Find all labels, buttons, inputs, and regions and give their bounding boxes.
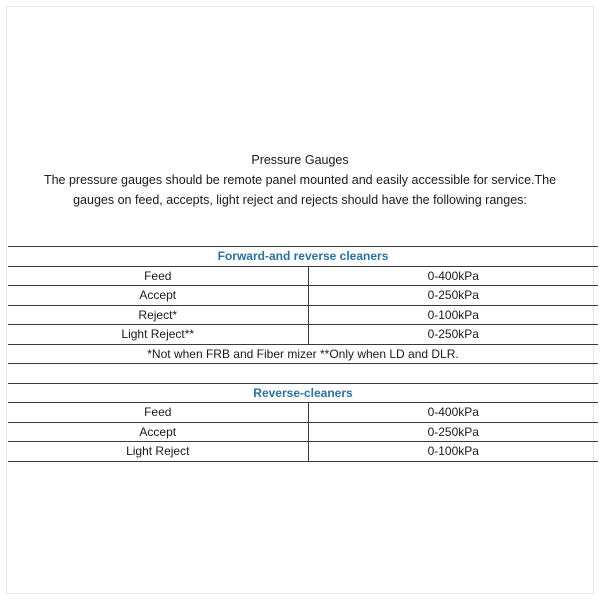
intro-block (0, 150, 600, 210)
table-row (8, 403, 598, 423)
gauge-range-cell: 0-400kPa (308, 403, 598, 423)
gauge-name-cell: Light Reject** (8, 325, 308, 345)
table-row (8, 305, 598, 325)
gauge-ranges-table (8, 246, 598, 462)
section-heading-reverse: Reverse-cleaners (8, 383, 598, 403)
gauge-range-cell: 0-400kPa (308, 266, 598, 286)
gauge-name-cell: Feed (8, 403, 308, 423)
table-row (8, 422, 598, 442)
section-heading-forward-reverse: Forward-and reverse cleaners (8, 247, 598, 267)
gauge-range-cell: 0-100kPa (308, 305, 598, 325)
gauge-name-cell: Accept (8, 286, 308, 306)
gauge-range-cell: 0-250kPa (308, 286, 598, 306)
blank-row (8, 364, 598, 384)
intro-text-line-1: The pressure gauges should be remote panel mounted and easily accessible for service.The (43, 173, 557, 187)
table-row (8, 266, 598, 286)
table-row (8, 325, 598, 345)
footnote-text: *Not when FRB and Fiber mizer **Only when LD and DLR. (8, 344, 598, 364)
gauge-range-cell: 0-250kPa (308, 422, 598, 442)
gauge-name-cell: Feed (8, 266, 308, 286)
table-row (8, 286, 598, 306)
section-header-row (8, 247, 598, 267)
intro-text-line-2: gauges on feed, accepts, light reject and rejects should have the following ranges: (73, 193, 527, 207)
gauge-name-cell: Reject* (8, 305, 308, 325)
gauge-name-cell: Accept (8, 422, 308, 442)
table-row (8, 442, 598, 462)
gauge-name-cell: Light Reject (8, 442, 308, 462)
document-title: Pressure Gauges (251, 153, 349, 167)
gauge-range-cell: 0-100kPa (308, 442, 598, 462)
footnote-row (8, 344, 598, 364)
gauge-range-cell: 0-250kPa (308, 325, 598, 345)
section-header-row (8, 383, 598, 403)
blank-cell (8, 364, 598, 384)
